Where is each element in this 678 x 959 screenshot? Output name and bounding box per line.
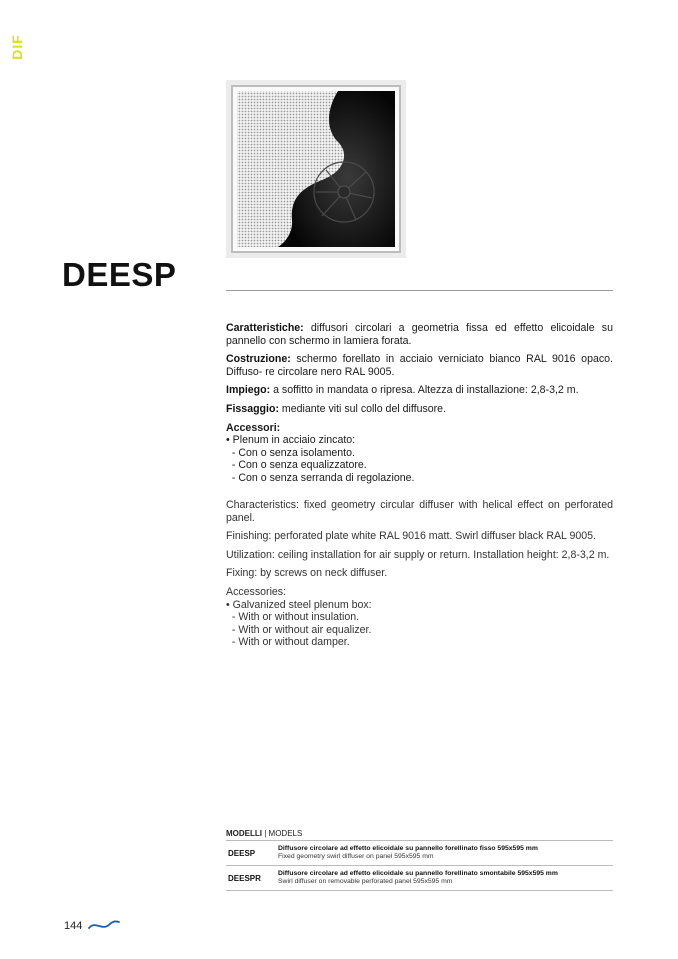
construction-paragraph bbox=[226, 353, 613, 378]
model-description bbox=[278, 845, 538, 862]
feature-text: diffusori circolari a geometria fissa ed effetto elicoidale su pannello con schermo in lamiera forata. bbox=[226, 322, 613, 347]
models-header-en: MODELS bbox=[268, 829, 303, 838]
feature-label: Caratteristiche: bbox=[226, 322, 304, 334]
utilization-paragraph bbox=[226, 549, 613, 562]
accessory-line: - With or without damper. bbox=[226, 636, 350, 649]
finishing-label: Finishing: bbox=[226, 530, 272, 543]
model-description bbox=[278, 870, 558, 887]
model-description-it: Diffusore circolare ad effetto elicoidale su pannello forellinato fisso 595x595 mm bbox=[278, 844, 538, 852]
accessory-line: • Plenum in acciaio zincato: bbox=[226, 434, 356, 447]
italian-description bbox=[226, 322, 613, 485]
models-header bbox=[226, 829, 613, 841]
finishing-paragraph bbox=[226, 530, 613, 543]
diffuser-illustration bbox=[226, 80, 406, 258]
usage-label: Impiego: bbox=[226, 384, 271, 397]
accessory-line: - With or without air equalizer. bbox=[226, 623, 372, 636]
model-description-it: Diffusore circolare ad effetto elicoidale su pannello forellinato smontabile 595x595 mm bbox=[278, 869, 558, 877]
model-code: DEESP bbox=[228, 848, 256, 858]
finishing-text: perforated plate white RAL 9016 matt. Swirl diffuser black RAL 9005. bbox=[271, 530, 596, 543]
models-table bbox=[226, 829, 613, 891]
table-row bbox=[226, 866, 613, 891]
product-title: DEESP bbox=[62, 256, 177, 293]
section-tab-label: DIF bbox=[9, 34, 25, 60]
feature-paragraph bbox=[226, 322, 613, 347]
model-description-en: Fixed geometry swirl diffuser on panel 595x595 mm bbox=[278, 853, 434, 860]
product-photo bbox=[226, 80, 406, 258]
section-tab bbox=[4, 30, 30, 64]
models-header-it: MODELLI bbox=[226, 829, 262, 838]
fixing-text: mediante viti sul collo del diffusore. bbox=[278, 402, 447, 415]
accessory-line: • Galvanized steel plenum box: bbox=[226, 598, 372, 611]
fixing-paragraph bbox=[226, 403, 613, 416]
model-description-en: Swirl diffuser on removable perforated panel 595x595 mm bbox=[278, 878, 453, 885]
accessory-line: - Con o senza isolamento. bbox=[226, 446, 355, 459]
construction-label: Costruzione: bbox=[226, 353, 291, 366]
page-number: 144 bbox=[64, 920, 83, 932]
construction-text: schermo forellato in acciaio verniciato bianco RAL 9016 opaco. Diffuso- re circolare nero RAL 9005. bbox=[226, 353, 613, 378]
models-header-separator: | bbox=[262, 829, 269, 838]
feature-text: fixed geometry circular diffuser with helical effect on perforated panel. bbox=[226, 499, 613, 524]
model-code: DEESPR bbox=[228, 873, 261, 883]
wave-logo-icon bbox=[88, 918, 120, 937]
accessory-line: - With or without insulation. bbox=[226, 611, 360, 624]
fixing-label: Fissaggio: bbox=[226, 402, 279, 415]
title-divider bbox=[226, 290, 613, 291]
fixing-paragraph bbox=[226, 567, 613, 580]
usage-paragraph bbox=[226, 384, 613, 397]
accessory-line: - Con o senza equalizzatore. bbox=[226, 459, 367, 472]
feature-label: Characteristics: bbox=[226, 499, 299, 511]
utilization-text: ceiling installation for air supply or return. Installation height: 2,8-3,2 m. bbox=[274, 548, 610, 561]
accessories-title: Accessories: bbox=[226, 585, 287, 598]
accessory-line: - Con o senza serranda di regolazione. bbox=[226, 471, 415, 484]
english-description bbox=[226, 499, 613, 649]
table-row bbox=[226, 841, 613, 866]
usage-text: a soffitto in mandata o ripresa. Altezza di installazione: 2,8-3,2 m. bbox=[270, 384, 579, 397]
accessories-title: Accessori: bbox=[226, 421, 281, 434]
fixing-label: Fixing: bbox=[226, 567, 258, 580]
fixing-text: by screws on neck diffuser. bbox=[257, 567, 388, 580]
utilization-label: Utilization: bbox=[226, 548, 275, 561]
feature-paragraph bbox=[226, 499, 613, 524]
